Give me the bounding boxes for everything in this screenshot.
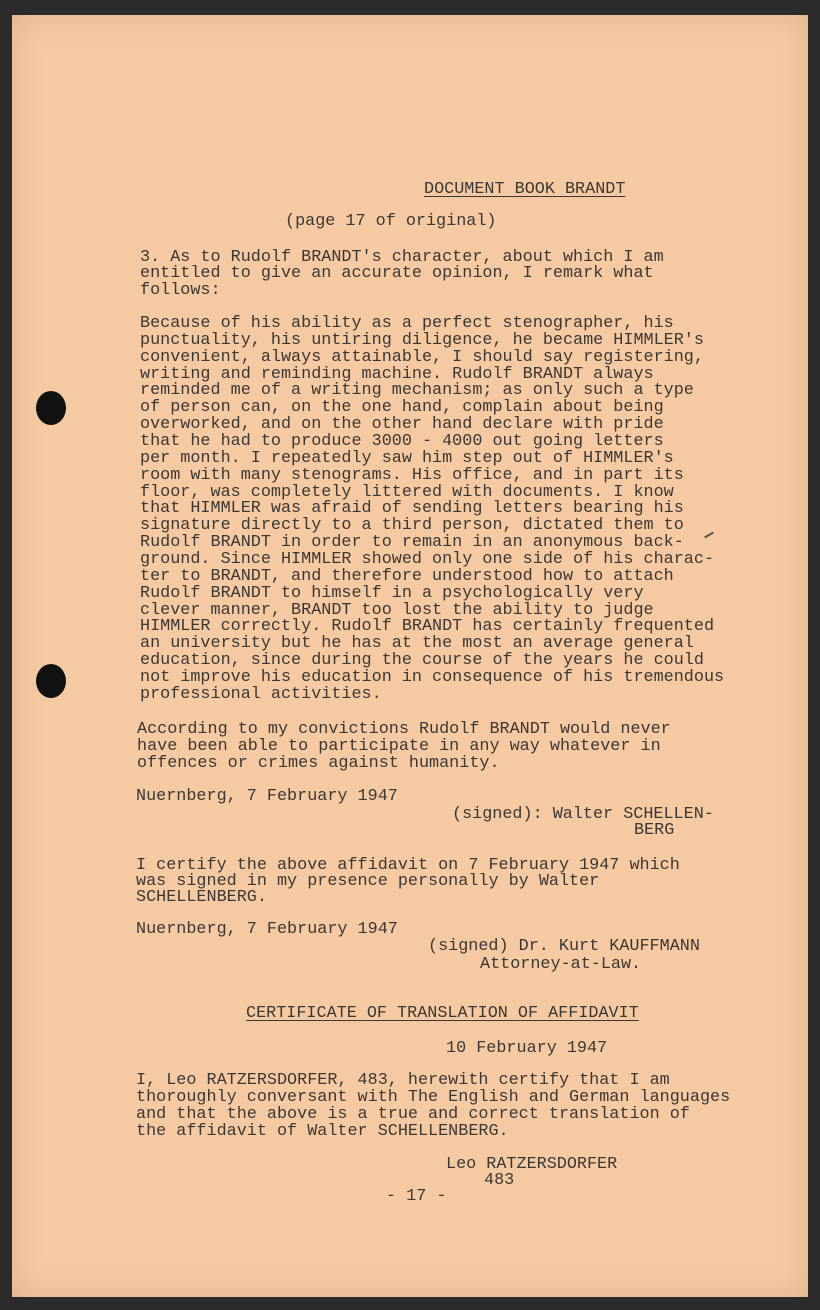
- paragraph-line: reminded me of a writing mechanism; as only such a type: [140, 381, 694, 401]
- paragraph-line: clever manner, BRANDT too lost the ability to judge: [140, 600, 654, 620]
- paragraph-line: education, since during the course of the years he could: [140, 651, 704, 671]
- place-date: Nuernberg, 7 February 1947: [136, 920, 398, 939]
- paragraph-line: HIMMLER correctly. Rudolf BRANDT has certainly frequented: [140, 617, 715, 637]
- paragraph-line: convenient, always attainable, I should say registering,: [140, 347, 704, 367]
- paragraph-line: Rudolf BRANDT in order to remain in an anonymous back-: [140, 533, 684, 553]
- certificate-line: the affidavit of Walter SCHELLENBERG.: [136, 1122, 509, 1141]
- signature-line: BERG: [634, 821, 675, 840]
- paragraph-line: floor, was completely littered with documents. I know: [140, 482, 674, 502]
- paragraph-line: entitled to give an accurate opinion, I remark what: [140, 264, 654, 283]
- translator-name: Leo RATZERSDORFER: [446, 1155, 618, 1174]
- punch-hole: [36, 664, 66, 698]
- paragraph-line: punctuality, his untiring diligence, he became HIMMLER's: [140, 330, 704, 350]
- paragraph-line: professional activities.: [140, 684, 382, 704]
- paragraph-line: writing and reminding machine. Rudolf BRANDT always: [140, 364, 654, 384]
- paragraph-line: have been able to participate in any way whatever in: [137, 737, 661, 756]
- certificate-line: thoroughly conversant with The English and German languages: [136, 1088, 731, 1107]
- paragraph-line: of person can, on the one hand, complain about being: [140, 398, 664, 418]
- paragraph-line: overworked, and on the other hand declare with pride: [140, 415, 664, 435]
- pen-mark: [704, 532, 714, 539]
- document-page: [12, 15, 808, 1297]
- paragraph-line: 3. As to Rudolf BRANDT's character, about which I am: [140, 248, 664, 267]
- certificate-date: 10 February 1947: [446, 1039, 608, 1058]
- certificate-title: CERTIFICATE OF TRANSLATION OF AFFIDAVIT: [246, 1004, 639, 1023]
- paragraph-line: Rudolf BRANDT to himself in a psychologically very: [140, 583, 644, 603]
- paragraph-line: an university but he has at the most an average general: [140, 634, 694, 654]
- signature-line: Attorney-at-Law.: [480, 955, 642, 974]
- paragraph-line: room with many stenograms. His office, and in part its: [140, 465, 684, 485]
- page-reference: (page 17 of original): [285, 212, 497, 231]
- paragraph-line: that HIMMLER was afraid of sending letters bearing his: [140, 499, 684, 519]
- paragraph-line: ter to BRANDT, and therefore understood how to attach: [140, 566, 674, 586]
- signature-line: (signed) Dr. Kurt KAUFFMANN: [428, 937, 700, 956]
- paragraph-line: offences or crimes against humanity.: [137, 754, 500, 773]
- paragraph-line: ground. Since HIMMLER showed only one side of his charac-: [140, 550, 715, 570]
- certification-line: SCHELLENBERG.: [136, 888, 267, 907]
- paragraph-line: signature directly to a third person, dictated them to: [140, 516, 684, 536]
- paragraph-line: According to my convictions Rudolf BRANDT would never: [137, 720, 671, 739]
- place-date: Nuernberg, 7 February 1947: [136, 787, 398, 806]
- page-number: - 17 -: [386, 1187, 447, 1206]
- signature-line: (signed): Walter SCHELLEN-: [452, 805, 714, 824]
- punch-hole: [36, 391, 66, 425]
- certification-line: I certify the above affidavit on 7 February 1947 which: [136, 856, 680, 875]
- paragraph-line: not improve his education in consequence of his tremendous: [140, 668, 725, 688]
- translator-number: 483: [484, 1171, 515, 1190]
- paragraph-line: that he had to produce 3000 - 4000 out going letters: [140, 432, 664, 452]
- certificate-line: and that the above is a true and correct translation of: [136, 1105, 690, 1124]
- certification-line: was signed in my presence personally by Walter: [136, 872, 600, 891]
- certificate-line: I, Leo RATZERSDORFER, 483, herewith certify that I am: [136, 1071, 670, 1090]
- paragraph-line: follows:: [140, 281, 221, 300]
- paragraph-line: per month. I repeatedly saw him step out of HIMMLER's: [140, 448, 674, 468]
- document-header: DOCUMENT BOOK BRANDT: [424, 180, 626, 199]
- paragraph-line: Because of his ability as a perfect stenographer, his: [140, 314, 674, 333]
